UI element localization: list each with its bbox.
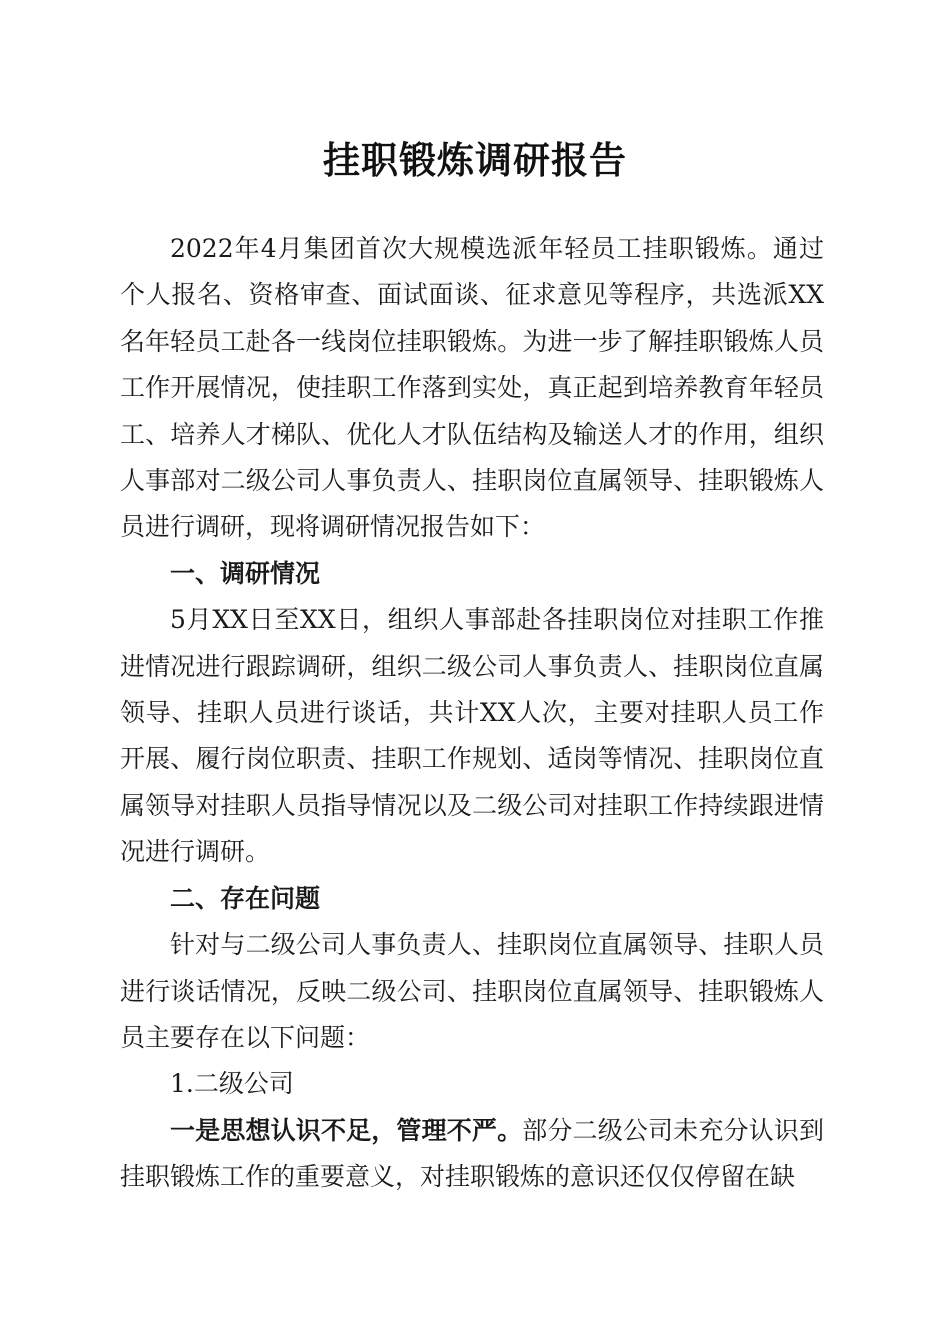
- intro-paragraph: 2022年4月集团首次大规模选派年轻员工挂职锻炼。通过个人报名、资格审查、面试面谈、征求意见等程序，共选派XX名年轻员工赴各一线岗位挂职锻炼。为进一步了解挂职锻炼人员工作开展情况，使挂职工作落到实处，真正起到培养教育年轻员工、培养人才梯队、优化人才队伍结构及输送人才的作用，组织人事部对二级公司人事负责人、挂职岗位直属领导、挂职锻炼人员进行调研，现将调研情况报告如下：: [120, 234, 824, 542]
- point-one-paragraph: [120, 1108, 824, 1201]
- document-title: 挂职锻炼调研报告: [323, 138, 627, 182]
- document-body: [120, 226, 824, 1201]
- survey-paragraph: 5月XX日至XX日，组织人事部赴各挂职岗位对挂职工作推进情况进行跟踪调研，组织二级公司人事负责人、挂职岗位直属领导、挂职人员进行谈话，共计XX人次，主要对挂职人员工作开展、履行岗位职责、挂职工作规划、适岗等情况、挂职岗位直属领导对挂职人员指导情况以及二级公司对挂职工作持续跟进情况进行调研。: [120, 605, 824, 867]
- point-one-lead: 一是思想认识不足，管理不严。: [170, 1115, 523, 1145]
- section-heading-survey: 一、调研情况: [170, 558, 321, 588]
- section-heading-problems: 二、存在问题: [170, 883, 321, 913]
- subheading-secondary-company: 1.二级公司: [170, 1069, 294, 1099]
- problems-paragraph: 针对与二级公司人事负责人、挂职岗位直属领导、挂职人员进行谈话情况，反映二级公司、挂职岗位直属领导、挂职锻炼人员主要存在以下问题：: [120, 930, 824, 1052]
- point-one-text: 部分二级公司未充分认识到挂职锻炼工作的重要意义，对挂职锻炼的意识还仅仅停留在缺: [120, 1115, 824, 1192]
